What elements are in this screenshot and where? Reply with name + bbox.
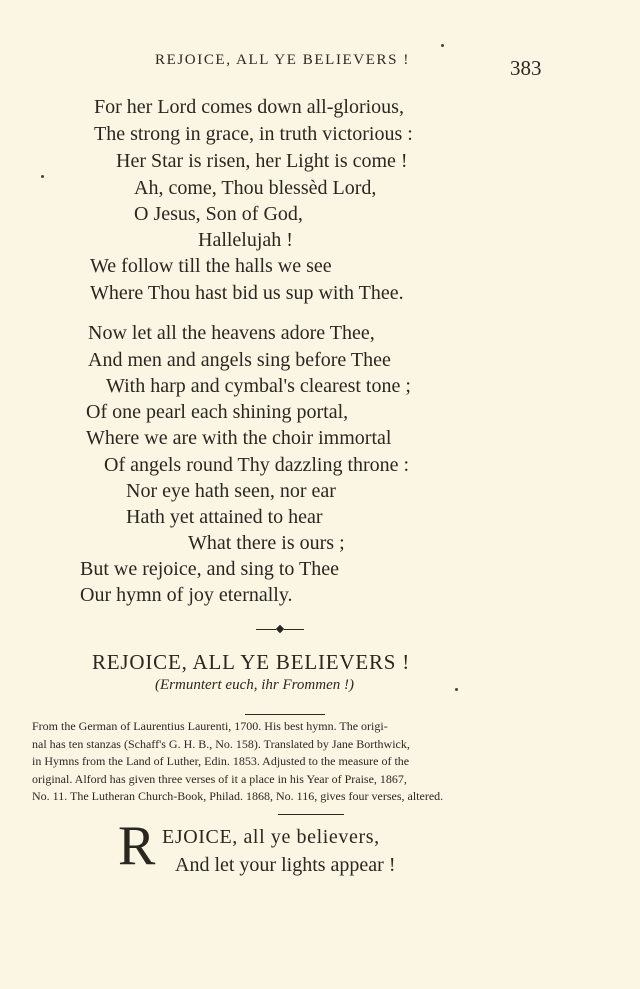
verse-line: Hallelujah ! <box>198 229 293 251</box>
verse-line: Ah, come, Thou blessèd Lord, <box>134 177 377 199</box>
verse-line: The strong in grace, in truth victorious : <box>94 123 413 145</box>
section-divider-ornament <box>256 622 304 636</box>
opening-first-line <box>162 826 380 849</box>
verse-line: Of one pearl each shining portal, <box>86 401 349 423</box>
hymn-subtitle: (Ermuntert euch, ihr Frommen !) <box>155 677 354 693</box>
hymn-title: REJOICE, ALL YE BELIEVERS ! <box>92 650 411 674</box>
verse-line: For her Lord comes down all-glorious, <box>94 96 404 118</box>
note-top-rule <box>245 714 325 715</box>
verse-line: What there is ours ; <box>188 532 345 554</box>
verse-line: Now let all the heavens adore Thee, <box>88 322 375 344</box>
note-bottom-rule <box>278 814 344 815</box>
verse-line: Where we are with the choir immortal <box>86 427 392 449</box>
verse-line: We follow till the halls we see <box>90 255 332 277</box>
verse-line: Hath yet attained to hear <box>126 506 323 528</box>
page-number: 383 <box>510 56 542 80</box>
verse-line: O Jesus, Son of God, <box>134 203 303 225</box>
opening-second-line: And let your lights appear ! <box>175 854 396 876</box>
running-head: REJOICE, ALL YE BELIEVERS ! <box>155 52 410 68</box>
verse-line: Nor eye hath seen, nor ear <box>126 480 336 502</box>
verse-line: Our hymn of joy eternally. <box>80 584 293 606</box>
verse-line: Where Thou hast bid us sup with Thee. <box>90 282 404 304</box>
verse-line: But we rejoice, and sing to Thee <box>80 558 340 580</box>
opening-first-line-text: EJOICE, all ye believers, <box>162 826 380 848</box>
note-line: original. Alford has given three verses of it a place in his Year of Praise, 1867, <box>32 771 407 786</box>
note-line: nal has ten stanzas (Schaff's G. H. B., No. 158). Translated by Jane Borthwick, <box>32 736 410 751</box>
note-line: From the German of Laurentius Laurenti, 1700. His best hymn. The origi- <box>32 719 388 733</box>
paper-speck <box>455 688 458 691</box>
drop-cap: R <box>118 815 156 877</box>
note-line: No. 11. The Lutheran Church-Book, Philad. 1868, No. 116, gives four verses, altered. <box>32 789 444 803</box>
verse-line: Her Star is risen, her Light is come ! <box>116 150 408 172</box>
verse-line: Of angels round Thy dazzling throne : <box>104 454 410 476</box>
paper-speck <box>441 44 444 47</box>
source-note <box>32 718 524 806</box>
verse-line: With harp and cymbal's clearest tone ; <box>106 375 411 397</box>
paper-speck <box>41 175 44 178</box>
note-line: in Hymns from the Land of Luther, Edin. 1853. Adjusted to the measure of the <box>32 754 410 768</box>
verse-line: And men and angels sing before Thee <box>88 349 391 371</box>
